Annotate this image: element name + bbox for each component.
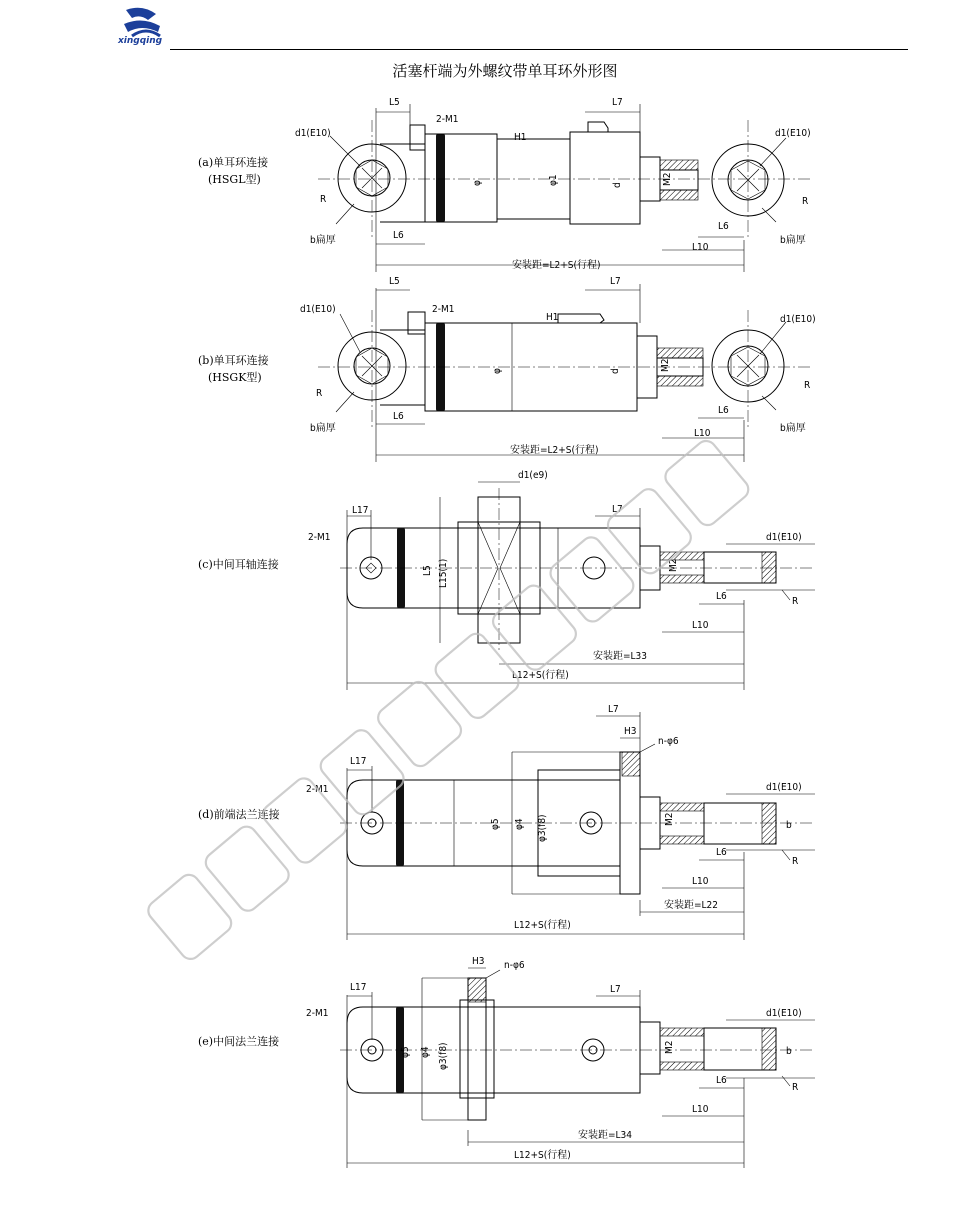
label-d1-left-a: d1(E10) xyxy=(295,128,331,139)
dim-L6-left-a: L6 xyxy=(393,230,404,241)
dim-L7-c: L7 xyxy=(612,504,623,515)
drawing-a xyxy=(295,97,811,272)
label-d-b: d xyxy=(610,368,621,374)
label-phi-b: φ xyxy=(492,368,503,374)
label-nphi6-d: n-φ6 xyxy=(658,736,679,747)
dim-L7-e: L7 xyxy=(610,984,621,995)
label-M2-b: M2 xyxy=(660,358,671,372)
dim-L6-right-a: L6 xyxy=(718,221,729,232)
dim-L17-e: L17 xyxy=(350,982,367,993)
drawing-b xyxy=(300,276,816,462)
label-phi3-d: φ3(f8) xyxy=(537,814,548,842)
label-L15-c: L15(1) xyxy=(438,558,449,588)
label-R-left-b: R xyxy=(316,388,323,399)
dim-total-c: L12+S(行程) xyxy=(512,670,569,681)
caption-b-line1: (b)单耳环连接 xyxy=(198,354,269,367)
label-phi5-e: φ5 xyxy=(400,1046,411,1058)
label-phi-a: φ xyxy=(472,180,483,186)
caption-b-line2: (HSGK型) xyxy=(208,371,262,384)
label-b-right-a: b扁厚 xyxy=(780,235,806,246)
dim-L10-e: L10 xyxy=(692,1104,709,1115)
label-H1-a: H1 xyxy=(514,132,527,143)
label-R-c: R xyxy=(792,596,799,607)
dim-L7-a: L7 xyxy=(612,97,623,108)
caption-e: (e)中间法兰连接 xyxy=(198,1035,280,1048)
label-R-left-a: R xyxy=(320,194,327,205)
label-phi4-d: φ4 xyxy=(514,818,525,830)
dim-install-a: 安装距=L2+S(行程) xyxy=(512,260,601,271)
caption-d: (d)前端法兰连接 xyxy=(198,808,280,821)
label-M1-b: 2-M1 xyxy=(432,304,455,315)
label-R-right-a: R xyxy=(802,196,809,207)
label-R-d: R xyxy=(792,856,799,867)
dim-L5-b: L5 xyxy=(389,276,400,287)
label-M1-a: 2-M1 xyxy=(436,114,459,125)
label-d1e9-c: d1(e9) xyxy=(518,470,548,481)
page-title: 活塞杆端为外螺纹带单耳环外形图 xyxy=(392,62,618,80)
label-d1-d: d1(E10) xyxy=(766,782,802,793)
dim-L10-d: L10 xyxy=(692,876,709,887)
dim-L6-e: L6 xyxy=(716,1075,727,1086)
dim-L10-b: L10 xyxy=(694,428,711,439)
label-b-right-b: b扁厚 xyxy=(780,423,806,434)
dim-L6-d: L6 xyxy=(716,847,727,858)
label-H1-b: H1 xyxy=(546,312,559,323)
label-R-e: R xyxy=(792,1082,799,1093)
label-phi3-e: φ3(f8) xyxy=(438,1042,449,1070)
dim-install-c: 安装距=L33 xyxy=(593,651,647,662)
label-d1-left-b: d1(E10) xyxy=(300,304,336,315)
dim-total-d: L12+S(行程) xyxy=(514,920,571,931)
label-b-left-b: b扁厚 xyxy=(310,423,336,434)
dim-L6-c: L6 xyxy=(716,591,727,602)
label-b-e: b xyxy=(786,1046,792,1057)
label-H3-d: H3 xyxy=(624,726,637,737)
caption-c: (c)中间耳轴连接 xyxy=(198,558,279,571)
drawing-d xyxy=(306,704,815,940)
label-M2-c: M2 xyxy=(668,558,679,572)
logo-text: xingqing xyxy=(118,36,163,46)
label-phi1-a: φ1 xyxy=(548,174,559,186)
label-d1-right-b: d1(E10) xyxy=(780,314,816,325)
label-b-left-a: b扁厚 xyxy=(310,235,336,246)
label-b-d: b xyxy=(786,820,792,831)
label-M2-e: M2 xyxy=(664,1040,675,1054)
dim-L6-left-b: L6 xyxy=(393,411,404,422)
label-M1-c: 2-M1 xyxy=(308,532,331,543)
rear-cap-a xyxy=(380,144,425,222)
label-M2-d: M2 xyxy=(664,812,675,826)
dim-L6-right-b: L6 xyxy=(718,405,729,416)
label-d1-c: d1(E10) xyxy=(766,532,802,543)
label-phi5-d: φ5 xyxy=(490,818,501,830)
label-H3-e: H3 xyxy=(472,956,485,967)
dim-L5-a: L5 xyxy=(389,97,400,108)
dim-total-e: L12+S(行程) xyxy=(514,1150,571,1161)
caption-a-line2: (HSGL型) xyxy=(208,173,261,186)
dim-install-e: 安装距=L34 xyxy=(578,1130,632,1141)
dim-L10-c: L10 xyxy=(692,620,709,631)
dim-install-d: 安装距=L22 xyxy=(664,900,718,911)
caption-a-line1: (a)单耳环连接 xyxy=(198,156,269,169)
drawing-e xyxy=(306,956,815,1168)
watermark xyxy=(144,437,752,963)
dim-L10-a: L10 xyxy=(692,242,709,253)
label-M1-d: 2-M1 xyxy=(306,784,329,795)
dim-L17-d: L17 xyxy=(350,756,367,767)
label-L5-vert-c: L5 xyxy=(422,565,433,576)
label-M1-e: 2-M1 xyxy=(306,1008,329,1019)
label-phi4-e: φ4 xyxy=(420,1046,431,1058)
dim-L7-d: L7 xyxy=(608,704,619,715)
label-nphi6-e: n-φ6 xyxy=(504,960,525,971)
label-d1-right-a: d1(E10) xyxy=(775,128,811,139)
label-d1-e: d1(E10) xyxy=(766,1008,802,1019)
dim-L17-c: L17 xyxy=(352,505,369,516)
seal-band-a xyxy=(436,134,445,222)
label-R-right-b: R xyxy=(804,380,811,391)
label-d-a: d xyxy=(612,182,623,188)
dim-L7-b: L7 xyxy=(610,276,621,287)
dim-install-b: 安装距=L2+S(行程) xyxy=(510,445,599,456)
label-M2-a: M2 xyxy=(662,172,673,186)
